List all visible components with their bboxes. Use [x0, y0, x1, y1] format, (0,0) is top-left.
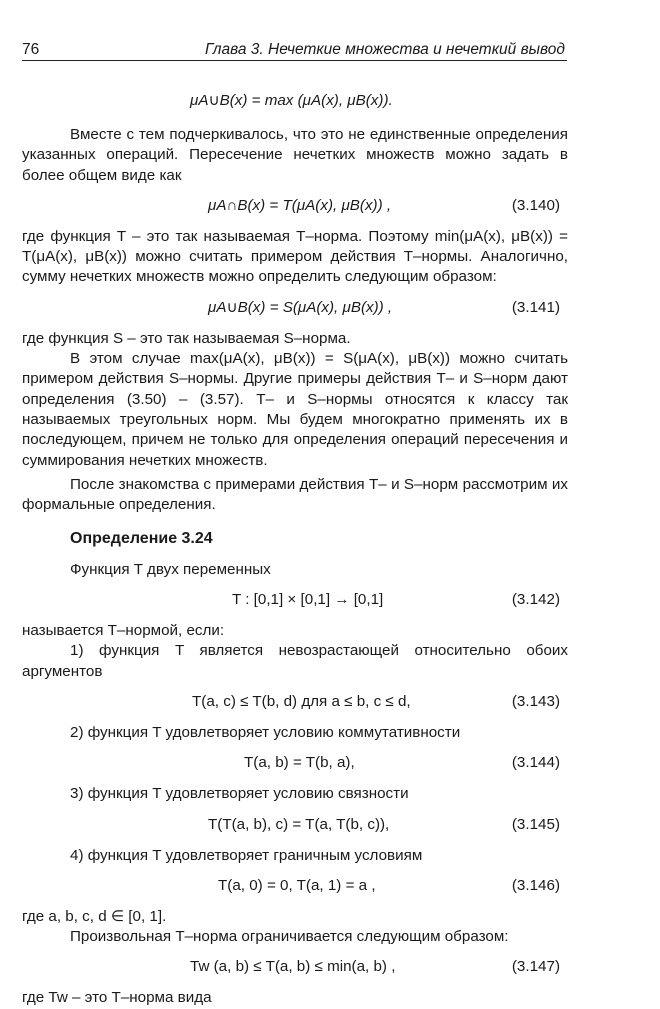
paragraph: где a, b, c, d ∈ [0, 1].	[22, 907, 167, 925]
equation-number: (3.147)	[511, 958, 560, 976]
equation-formula: T(T(a, b), c) = T(a, T(b, c)),	[208, 815, 390, 833]
paragraph: называется T–нормой, если:	[22, 622, 225, 640]
equation-formula: T(a, b) = T(b, a),	[244, 754, 355, 772]
equation-3-147	[22, 954, 568, 980]
equation-formula: μA∩B(x) = T(μA(x), μB(x)) ,	[208, 196, 392, 214]
equation-3-143	[22, 689, 568, 715]
equation-formula: μA∪B(x) = max (μA(x), μB(x)).	[190, 92, 393, 109]
definition-title: Определение 3.24	[70, 530, 213, 548]
equation-3-146	[22, 873, 568, 899]
page-number: 76	[22, 41, 40, 58]
list-item: 2) функция T удовлетворяет условию коммутативности	[70, 723, 461, 741]
equation-formula: μA∪B(x) = S(μA(x), μB(x)) ,	[208, 298, 393, 316]
paragraph: Функция T двух переменных	[70, 560, 271, 578]
equation-3-140	[22, 193, 568, 219]
paragraph: где Tw – это T–норма вида	[22, 989, 212, 1007]
paragraph: Вместе с тем подчеркивалось, что это не единственные определения указанных операций. Пересечение нечетких множеств можно задать в более общем виде как	[22, 126, 568, 184]
equation-formula: T(a, c) ≤ T(b, d) для a ≤ b, c ≤ d,	[192, 692, 411, 710]
equation-3-141	[22, 295, 568, 321]
paragraph: В этом случае max(μA(x), μB(x)) = S(μA(x), μB(x)) можно считать примером действия S–нормы. Другие примеры действия T– и S–норм дают определения (3.50) – (3.57). T– и S–нормы относятся к классу так называемых треугольных норм. Мы будем многократно применять их в последующем, причем не только для определения операций пересечения и суммирования нечетких множеств.	[22, 350, 568, 469]
page-body	[22, 84, 568, 1009]
equation-number: (3.141)	[511, 298, 560, 316]
paragraph: где функция T – это так называемая T–норма. Поэтому min(μA(x), μB(x)) = T(μA(x), μB(x)) можно считать примером действия T–нормы. Аналогично, сумму нечетких множеств можно определить следующим образом:	[22, 227, 568, 286]
paragraph: После знакомства с примерами действия T– и S–норм рассмотрим их формальные определения.	[22, 475, 568, 514]
equation-number: (3.142)	[511, 591, 560, 609]
running-title: Глава 3. Нечеткие множества и нечеткий вывод	[205, 41, 565, 58]
equation-number: (3.145)	[511, 815, 560, 833]
equation-formula: T(a, 0) = 0, T(a, 1) = a ,	[218, 876, 376, 894]
paragraph: Произвольная T–норма ограничивается следующим образом:	[70, 928, 509, 946]
equation-3-142	[22, 587, 568, 613]
equation-number: (3.144)	[511, 754, 560, 772]
equation-number: (3.146)	[511, 876, 560, 894]
paragraph: где функция S – это так называемая S–норма.	[22, 329, 351, 347]
equation-number: (3.140)	[511, 196, 560, 214]
equation-formula: T : [0,1] × [0,1] → [0,1]	[232, 591, 384, 609]
page-header	[22, 38, 567, 61]
equation-3-145	[22, 812, 568, 838]
equation-formula: Tw (a, b) ≤ T(a, b) ≤ min(a, b) ,	[190, 958, 396, 976]
equation-max-union	[22, 91, 568, 117]
list-item: 1) функция T является невозрастающей относительно обоих аргументов	[22, 642, 568, 680]
list-item: 3) функция T удовлетворяет условию связности	[70, 785, 409, 803]
equation-number: (3.143)	[511, 692, 560, 710]
equation-3-144	[22, 750, 568, 776]
list-item: 4) функция T удовлетворяет граничным условиям	[70, 846, 423, 864]
